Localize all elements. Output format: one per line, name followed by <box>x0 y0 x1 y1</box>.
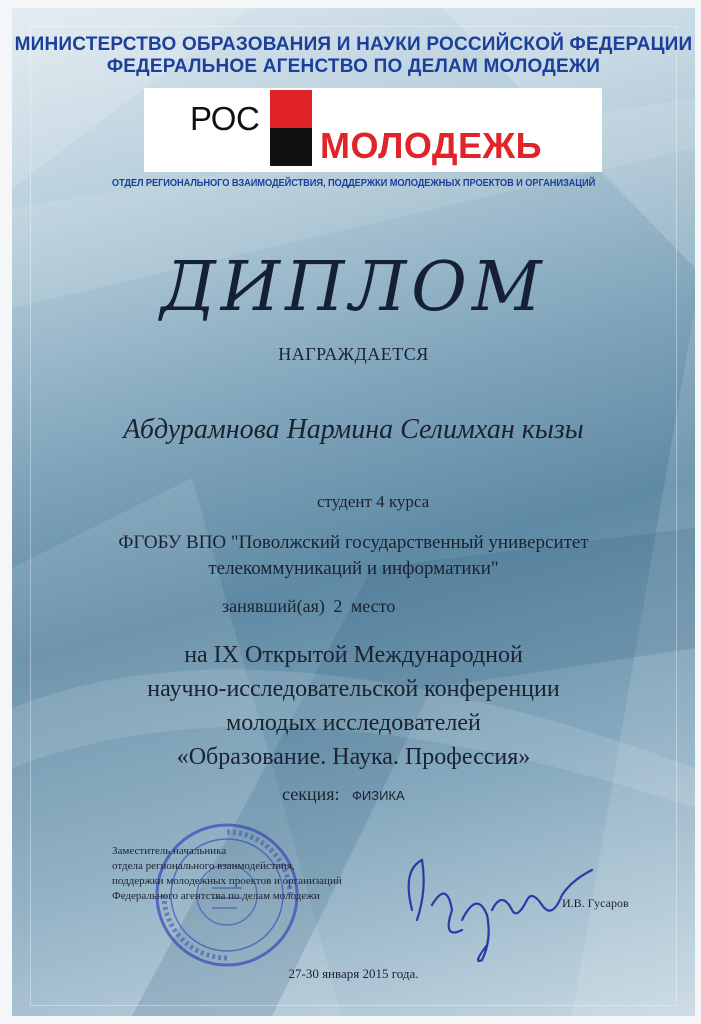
logo-red-square <box>270 90 312 128</box>
section-value: ФИЗИКА <box>352 788 405 803</box>
conference <box>12 638 695 774</box>
department-line: ОТДЕЛ РЕГИОНАЛЬНОГО ВЗАИМОДЕЙСТВИЯ, ПОДДЕРЖКИ МОЛОДЕЖНЫХ ПРОЕКТОВ И ОРГАНИЗАЦИЙ <box>111 178 596 189</box>
university-line-2: телекоммуникаций и информатики" <box>208 558 499 579</box>
deputy-title <box>112 844 342 904</box>
recipient-name: Абдурамнова Нармина Селимхан кызы <box>123 414 584 445</box>
conference-line-3: молодых исследователей <box>226 710 481 736</box>
conference-line-1: на IX Открытой Международной <box>184 642 523 668</box>
diploma-title: ДИПЛОМ <box>160 248 547 327</box>
deputy-line-3: поддержки молодежных проектов и организаций <box>112 875 342 887</box>
deputy-line-1: Заместитель начальника <box>112 845 227 857</box>
ministry-line-2: ФЕДЕРАЛЬНОЕ АГЕНСТВО ПО ДЕЛАМ МОЛОДЕЖИ <box>106 56 601 77</box>
student-year: студент 4 курса <box>317 492 430 511</box>
logo-black-square <box>270 128 312 166</box>
awarded-label: НАГРАЖДАЕТСЯ <box>278 344 429 364</box>
university-line-1: ФГОБУ ВПО "Поволжский государственный университет <box>118 532 589 553</box>
ministry-header <box>12 34 695 78</box>
event-date: 27-30 января 2015 года. <box>288 966 419 981</box>
signer-name: И.В. Гусаров <box>562 896 629 910</box>
conference-line-2: научно-исследовательской конференции <box>147 676 560 702</box>
diploma-sheet <box>12 8 695 1016</box>
section-label: секция: <box>282 784 340 804</box>
deputy-line-4: Федерального агентства по делам молодежи <box>112 890 320 902</box>
conference-line-4: «Образование. Наука. Профессия» <box>176 744 531 770</box>
place-line: занявший(ая) 2 место <box>222 596 396 616</box>
logo-ros-text: РОС <box>190 100 260 137</box>
university <box>12 530 695 582</box>
ministry-line-1: МИНИСТЕРСТВО ОБРАЗОВАНИЯ И НАУКИ РОССИЙСКОЙ ФЕДЕРАЦИИ <box>14 34 693 55</box>
logo-molodezh-text: МОЛОДЕЖЬ <box>320 125 542 166</box>
deputy-line-2: отдела регионального взаимодействия, <box>112 860 295 872</box>
